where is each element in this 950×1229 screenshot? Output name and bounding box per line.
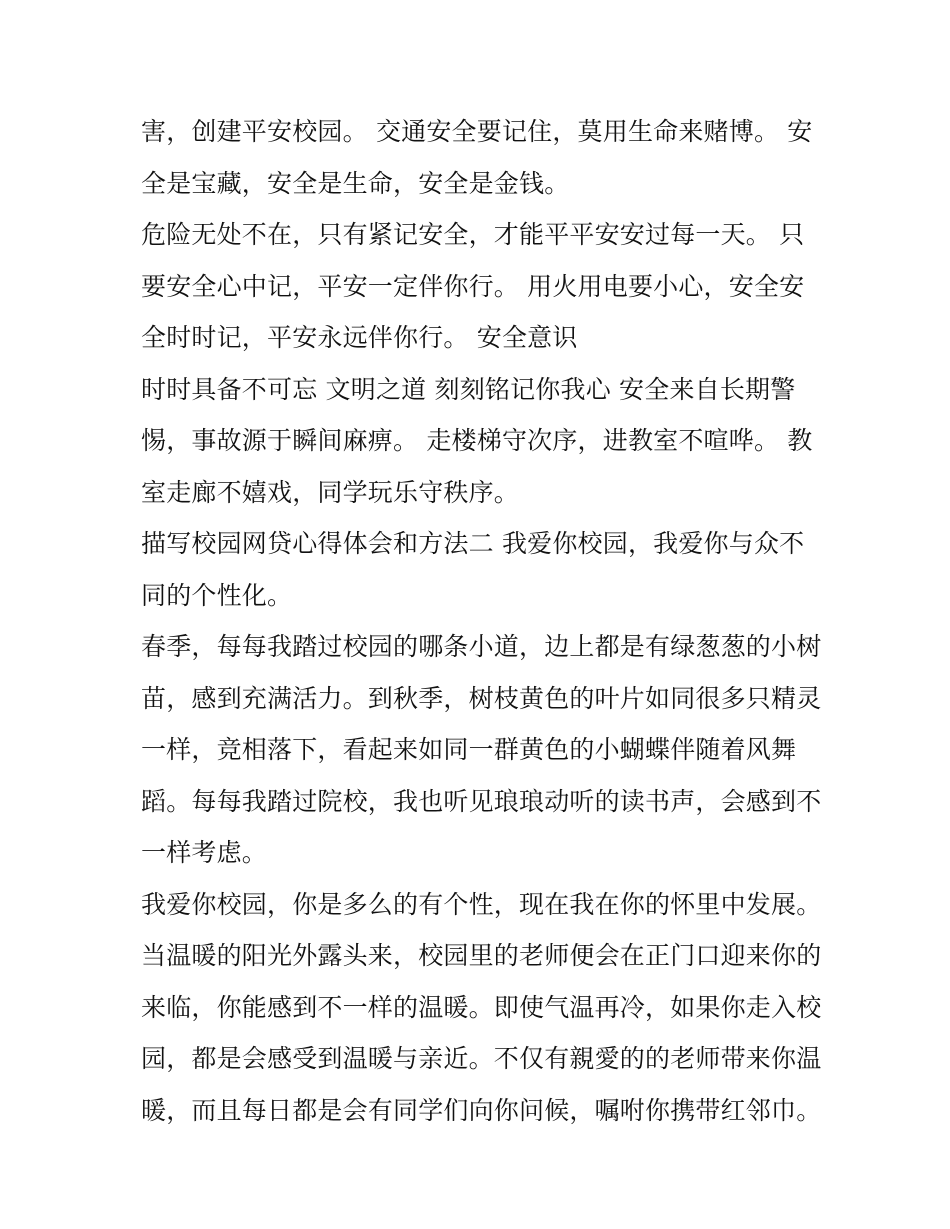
paragraph-4: [141, 518, 813, 621]
text-line: 一样，竞相落下，看起来如同一群黄色的小蝴蝶伴随着风舞: [141, 735, 797, 764]
document-body: [141, 106, 822, 1136]
text-line: 园，都是会感受到温暖与亲近。不仅有親愛的的老师带来你温: [141, 1044, 822, 1073]
text-line: 危险无处不在，只有紧记安全，才能平平安安过每一天。 只: [141, 220, 805, 249]
paragraph-6: [141, 879, 822, 1137]
paragraph-2: [141, 209, 813, 364]
text-line: 要安全心中记，平安一定伴你行。 用火用电要小心，安全安: [141, 271, 805, 301]
text-line: 苗，感到充满活力。到秋季，树枝黄色的叶片如同很多只精灵: [141, 683, 822, 713]
text-line: 暖，而且每日都是会有同学们向你问候，嘱咐你携带红邻巾。: [141, 1095, 822, 1125]
text-line: 惕，事故源于瞬间麻痹。 走楼梯守次序，进教室不喧哗。 教: [141, 426, 813, 455]
text-line: 室走廊不嬉戏，同学玩乐守秩序。: [141, 477, 520, 507]
text-line: 蹈。每每我踏过院校，我也听见琅琅动听的读书声，会感到不: [141, 786, 822, 816]
paragraph-1: [141, 106, 813, 209]
text-line: 来临，你能感到不一样的温暖。即使气温再冷，如果你走入校: [141, 992, 822, 1022]
text-line: 春季，每每我踏过校园的哪条小道，边上都是有绿葱葱的小树: [141, 632, 822, 661]
text-line: 害，创建平安校园。 交通安全要记住，莫用生命来赌博。 安: [141, 117, 813, 146]
text-line: 全是宝藏，安全是生命，安全是金钱。: [141, 168, 570, 198]
text-line: 描写校园网贷心得体会和方法二 我爱你校园，我爱你与众不: [141, 529, 805, 558]
text-line: 我爱你校园，你是多么的有个性，现在我在你的怀里中发展。: [141, 889, 822, 919]
paragraph-3: [141, 364, 813, 519]
text-line: 一样考虑。: [141, 838, 268, 867]
paragraph-5: [141, 621, 822, 879]
text-line: 全时时记，平安永远伴你行。 安全意识: [141, 323, 578, 352]
text-line: 时时具备不可忘 文明之道 刻刻铭记你我心 安全来自长期警: [141, 374, 796, 404]
text-line: 同的个性化。: [141, 580, 293, 610]
text-line: 当温暖的阳光外露头来，校园里的老师便会在正门口迎来你的: [141, 941, 822, 970]
